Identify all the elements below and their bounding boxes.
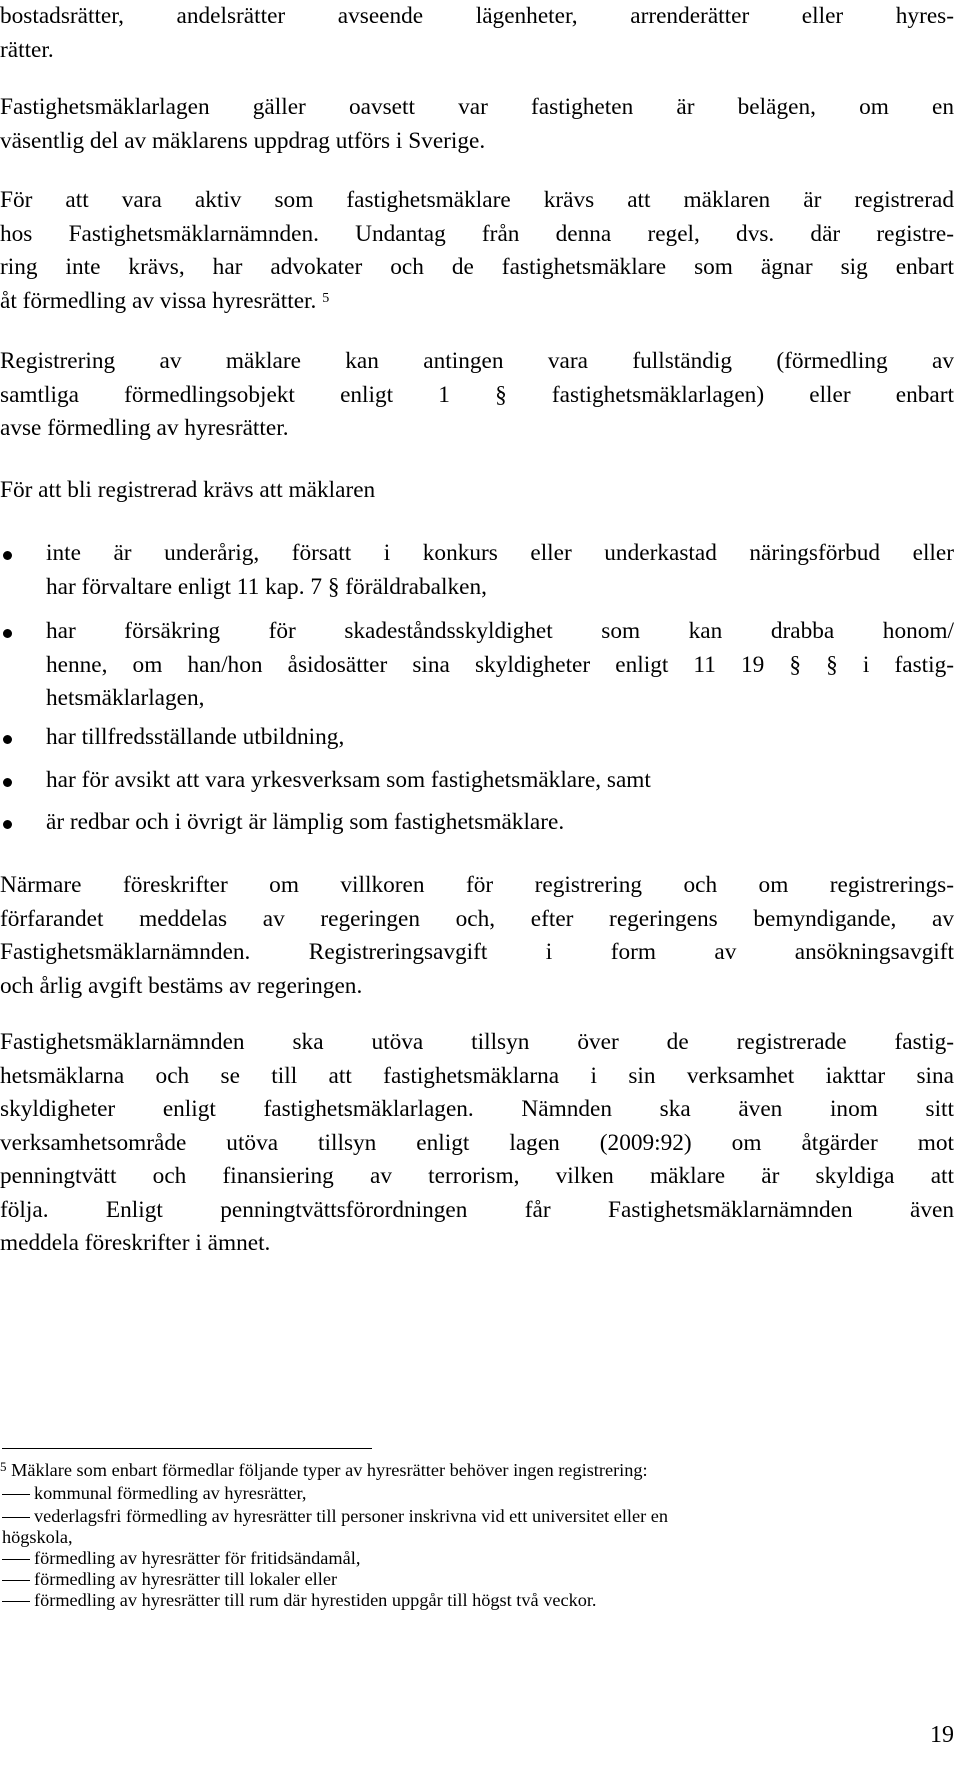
text-line: henne, om han/hon åsidosätter sina skyldigheter enligt 11 19 § § i fastig- <box>46 651 954 678</box>
text-line: Närmare föreskrifter om villkoren för registrering och om registrerings- <box>0 872 954 898</box>
paragraph-registration-types <box>0 345 954 446</box>
text-line: ring inte krävs, har advokater och de fastighetsmäklare som ägnar sig enbart <box>0 254 954 280</box>
text-line: har tillfredsställande utbildning, <box>46 724 345 750</box>
text-line: åt förmedling av vissa hyresrätter. <box>0 287 317 314</box>
footnote-item-text: kommunal förmedling av hyresrätter, <box>34 1483 307 1503</box>
bullet-icon <box>3 629 12 638</box>
page-number: 19 <box>930 1722 954 1748</box>
footnote-item-text: vederlagsfri förmedling av hyresrätter till personer inskrivna vid ett universitet eller en <box>34 1506 669 1526</box>
text-line: väsentlig del av mäklarens uppdrag utförs i Sverige. <box>0 127 486 154</box>
text-line: Registrering av mäklare kan antingen vara fullständig (förmedling av <box>0 348 954 374</box>
text-line: hetsmäklarna och se till att fastighetsmäklarna i sin verksamhet iakttar sina <box>0 1062 954 1089</box>
paragraph-supervision <box>0 1026 954 1261</box>
dash-icon <box>2 1494 30 1495</box>
footnote-item-text: högskola, <box>2 1527 73 1547</box>
bullet-icon <box>3 551 12 560</box>
footnote-number: 5 <box>0 1459 7 1474</box>
text-line: skyldigheter enligt fastighetsmäklarlagen. Nämnden ska även inom sitt <box>0 1096 954 1122</box>
text-line: bostadsrätter, andelsrätter avseende lägenheter, arrenderätter eller hyres- <box>0 3 954 29</box>
dash-icon <box>2 1517 30 1518</box>
footnote-reference[interactable]: 5 <box>322 290 330 306</box>
text-line: Fastighetsmäklarnämnden. Registreringsavgift i form av ansökningsavgift <box>0 939 954 965</box>
text-line: följa. Enligt penningtvättsförordningen får Fastighetsmäklarnämnden även <box>0 1196 954 1223</box>
text-line: rätter. <box>0 36 54 63</box>
bullet-icon <box>3 778 12 787</box>
text-line: avse förmedling av hyresrätter. <box>0 415 289 441</box>
footnote-item-text: förmedling av hyresrätter för fritidsändamål, <box>34 1548 361 1568</box>
footnote-item-text: förmedling av hyresrätter till lokaler eller <box>34 1569 338 1589</box>
text-line: har för avsikt att vara yrkesverksam som fastighetsmäklare, samt <box>46 767 651 793</box>
footnote-item-text: förmedling av hyresrätter till rum där hyrestiden uppgår till högst två veckor. <box>34 1590 597 1610</box>
text-line: hetsmäklarlagen, <box>46 685 205 711</box>
paragraph-regulations <box>0 869 954 1003</box>
text-line: meddela föreskrifter i ämnet. <box>0 1230 271 1256</box>
paragraph-continuation <box>0 0 954 67</box>
dash-icon <box>2 1601 30 1602</box>
text-line-with-footnote <box>0 285 954 322</box>
text-line: verksamhetsområde utöva tillsyn enligt lagen (2009:92) om åtgärder mot <box>0 1129 954 1156</box>
text-line: För att vara aktiv som fastighetsmäklare krävs att mäklaren är registrerad <box>0 187 954 213</box>
footnote-intro-line <box>0 1459 648 1483</box>
text-line: förfarandet meddelas av regeringen och, efter regeringens bemyndigande, av <box>0 905 954 932</box>
text-line: Fastighetsmäklarnämnden ska utöva tillsyn över de registrerade fastig- <box>0 1029 954 1055</box>
text-line: är redbar och i övrigt är lämplig som fastighetsmäklare. <box>46 809 565 835</box>
text-line: inte är underårig, försatt i konkurs eller underkastad näringsförbud eller <box>46 540 954 566</box>
bullet-icon <box>3 820 12 829</box>
text-line: penningtvätt och finansiering av terrorism, vilken mäklare är skyldiga att <box>0 1163 954 1189</box>
footnote-separator <box>2 1448 372 1449</box>
text-line: har försäkring för skadeståndsskyldighet som kan drabba honom/ <box>46 618 954 644</box>
dash-icon <box>2 1559 30 1560</box>
text-line: Fastighetsmäklarlagen gäller oavsett var fastigheten är belägen, om en <box>0 94 954 120</box>
text-line: hos Fastighetsmäklarnämnden. Undantag från denna regel, dvs. där registre- <box>0 220 954 247</box>
bullet-icon <box>3 735 12 744</box>
text-line: har förvaltare enligt 11 kap. 7 § föräldrabalken, <box>46 573 487 600</box>
dash-icon <box>2 1580 30 1581</box>
text-line: och årlig avgift bestäms av regeringen. <box>0 972 363 999</box>
paragraph-scope <box>0 91 954 158</box>
paragraph-list-intro <box>0 474 954 508</box>
paragraph-registration-requirement <box>0 184 954 321</box>
text-line: samtliga förmedlingsobjekt enligt 1 § fastighetsmäklarlagen) eller enbart <box>0 381 954 408</box>
footnote-intro: Mäklare som enbart förmedlar följande typer av hyresrätter behöver ingen registrering: <box>11 1460 648 1480</box>
text-line: För att bli registrerad krävs att mäklaren <box>0 477 376 503</box>
